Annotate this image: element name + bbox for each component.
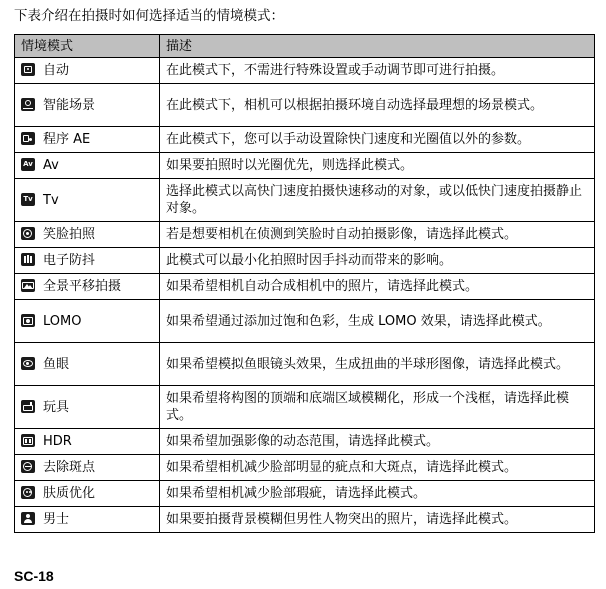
anti-shake-icon — [21, 253, 35, 266]
scene-mode-table — [14, 34, 595, 533]
mode-label: HDR — [43, 434, 72, 449]
mode-label: 自动 — [43, 63, 70, 78]
table-row — [15, 429, 595, 455]
table-row — [15, 455, 595, 481]
intro-text: 下表介绍在拍摄时如何选择适当的情境模式： — [14, 8, 284, 24]
mode-cell — [15, 481, 160, 507]
table-row — [15, 507, 595, 533]
mode-cell — [15, 248, 160, 274]
table-row — [15, 343, 595, 386]
mode-label: 全景平移拍摄 — [43, 279, 122, 294]
description-cell: 如果希望通过添加过饱和色彩，生成 LOMO 效果，请选择此模式。 — [160, 300, 595, 343]
mode-cell — [15, 127, 160, 153]
description-cell: 此模式可以最小化拍照时因手抖动而带来的影响。 — [160, 248, 595, 274]
description-cell: 如果希望相机自动合成相机中的照片，请选择此模式。 — [160, 274, 595, 300]
description-cell: 在此模式下，您可以手动设置除快门速度和光圈值以外的参数。 — [160, 127, 595, 153]
description-cell: 若是想要相机在侦测到笑脸时自动拍摄影像，请选择此模式。 — [160, 222, 595, 248]
table-row — [15, 153, 595, 179]
auto-icon — [21, 63, 35, 76]
table-row — [15, 179, 595, 222]
table-row — [15, 58, 595, 84]
table-row — [15, 274, 595, 300]
mode-label: 玩具 — [43, 399, 70, 415]
panorama-icon — [21, 279, 35, 292]
mode-label: LOMO — [43, 313, 82, 329]
man-portrait-icon — [21, 512, 35, 525]
mode-label: Av — [43, 158, 59, 173]
table-row — [15, 248, 595, 274]
mode-cell — [15, 153, 160, 179]
description-cell: 在此模式下，相机可以根据拍摄环境自动选择最理想的场景模式。 — [160, 84, 595, 127]
mode-cell — [15, 429, 160, 455]
mode-label: 程序 AE — [43, 132, 91, 147]
blemish-removal-icon — [21, 460, 35, 473]
description-cell: 在此模式下，不需进行特殊设置或手动调节即可进行拍摄。 — [160, 58, 595, 84]
description-cell: 如果希望加强影像的动态范围，请选择此模式。 — [160, 429, 595, 455]
page-number: SC-18 — [14, 568, 54, 584]
mode-label: 男士 — [43, 512, 70, 527]
lomo-icon — [21, 314, 35, 327]
skin-beautify-icon — [21, 486, 35, 499]
description-cell: 如果希望模拟鱼眼镜头效果，生成扭曲的半球形图像，请选择此模式。 — [160, 343, 595, 386]
table-row — [15, 222, 595, 248]
description-cell: 选择此模式以高快门速度拍摄快速移动的对象，或以低快门速度拍摄静止对象。 — [160, 179, 595, 222]
description-cell: 如果希望将构图的顶端和底端区域模糊化，形成一个浅框，请选择此模式。 — [160, 386, 595, 429]
mode-cell — [15, 507, 160, 533]
table-row — [15, 127, 595, 153]
mode-label: 肤质优化 — [43, 486, 96, 501]
description-cell: 如果要拍照时以光圈优先，则选择此模式。 — [160, 153, 595, 179]
av-icon: Av — [21, 158, 35, 171]
smart-scene-icon — [21, 98, 35, 111]
mode-cell — [15, 84, 160, 127]
table-row — [15, 300, 595, 343]
table-row — [15, 481, 595, 507]
mode-cell — [15, 274, 160, 300]
toy-icon — [21, 400, 35, 413]
mode-label: Tv — [43, 192, 59, 208]
mode-cell — [15, 455, 160, 481]
mode-label: 鱼眼 — [43, 356, 70, 372]
table-header-row — [15, 35, 595, 58]
mode-cell — [15, 386, 160, 429]
header-description: 描述 — [160, 35, 595, 58]
mode-cell — [15, 58, 160, 84]
header-mode: 情境模式 — [15, 35, 160, 58]
fisheye-icon — [21, 357, 35, 370]
mode-label: 智能场景 — [43, 97, 96, 113]
mode-label: 电子防抖 — [43, 253, 96, 268]
program-ae-icon — [21, 132, 35, 145]
description-cell: 如果要拍摄背景模糊但男性人物突出的照片，请选择此模式。 — [160, 507, 595, 533]
description-cell: 如果希望相机减少脸部明显的疵点和大斑点，请选择此模式。 — [160, 455, 595, 481]
table-row — [15, 84, 595, 127]
tv-icon: Tv — [21, 193, 35, 206]
mode-label: 去除斑点 — [43, 460, 96, 475]
mode-cell — [15, 179, 160, 222]
mode-cell — [15, 343, 160, 386]
mode-cell — [15, 300, 160, 343]
mode-cell — [15, 222, 160, 248]
hdr-icon — [21, 434, 35, 447]
mode-label: 笑脸拍照 — [43, 227, 96, 242]
description-cell: 如果希望相机减少脸部瑕疵，请选择此模式。 — [160, 481, 595, 507]
table-row — [15, 386, 595, 429]
smile-capture-icon — [21, 227, 35, 240]
